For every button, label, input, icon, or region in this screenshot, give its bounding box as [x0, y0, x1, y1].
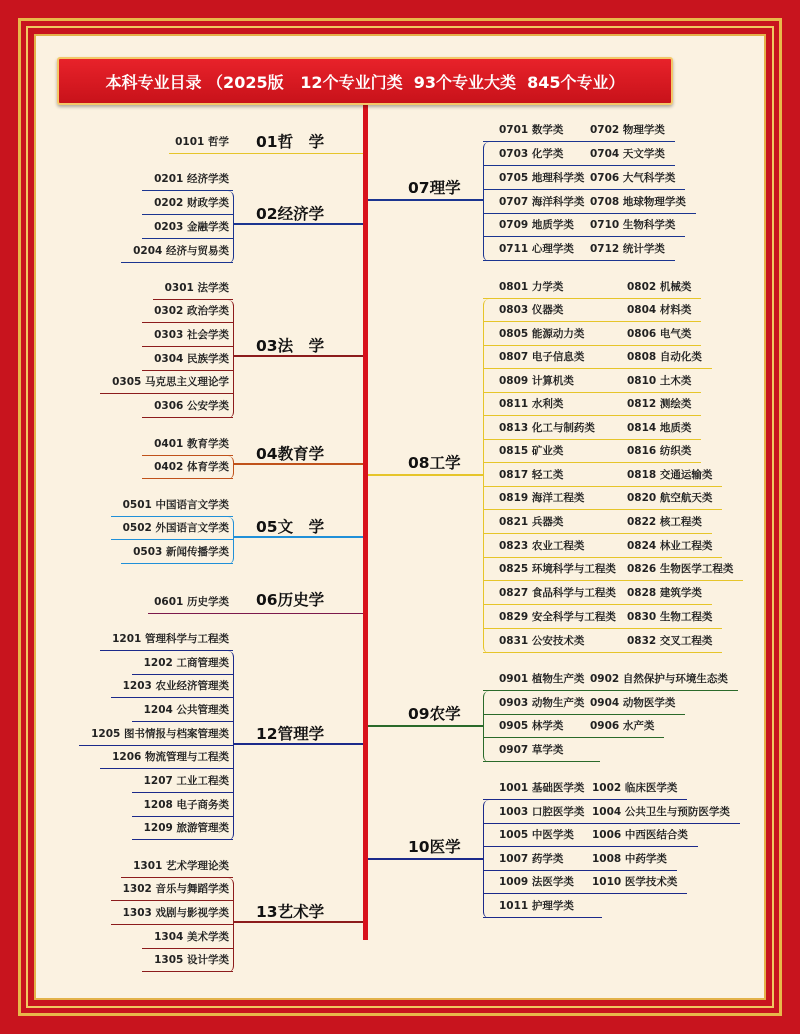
- major-class-item: 1002 临床医学类: [592, 782, 678, 794]
- major-class-item: 0203 金融学类: [142, 219, 233, 239]
- major-class-item: 0501 中国语言文学类: [111, 497, 233, 517]
- major-class-item: 0705 地理科学类: [499, 172, 585, 184]
- bracket: [483, 800, 492, 918]
- major-class-item: 1203 农业经济管理类: [111, 678, 233, 698]
- major-class-row: [483, 561, 743, 581]
- connector-line: [233, 743, 363, 745]
- major-class-item: 0823 农业工程类: [499, 540, 585, 552]
- major-class-item: 0827 食品科学与工程类: [499, 587, 616, 599]
- major-class-item: 0804 材料类: [627, 304, 692, 316]
- major-class-item: 0901 植物生产类: [499, 673, 585, 685]
- major-class-item: 1008 中药学类: [592, 853, 667, 865]
- major-class-item: 0820 航空航天类: [627, 492, 713, 504]
- major-class-item: 1209 旅游管理类: [132, 820, 233, 840]
- category-label: 04教育学: [256, 445, 325, 463]
- connector-line: [368, 858, 483, 860]
- major-class-item: 1011 护理学类: [499, 900, 574, 912]
- major-class-item: 0502 外国语言文学类: [111, 520, 233, 540]
- major-class-item: 0825 环境科学与工程类: [499, 563, 616, 575]
- major-class-item: 0907 草学类: [499, 744, 564, 756]
- major-class-item: 0707 海洋科学类: [499, 196, 585, 208]
- major-class-row: [483, 898, 602, 918]
- major-class-item: 0101 哲学: [169, 134, 363, 154]
- major-class-row: [483, 302, 701, 322]
- major-class-item: 0702 物理学类: [590, 124, 665, 136]
- major-class-row: [483, 217, 685, 237]
- major-class-item: 0709 地质学类: [499, 219, 574, 231]
- major-class-item: 1009 法医学类: [499, 876, 574, 888]
- connector-line: [233, 463, 363, 465]
- major-class-item: 0814 地质类: [627, 422, 692, 434]
- bracket: [225, 456, 234, 479]
- major-class-item: 0306 公安学类: [142, 398, 233, 418]
- major-class-item: 0503 新闻传播学类: [121, 544, 233, 564]
- major-class-item: 0903 动物生产类: [499, 697, 585, 709]
- major-class-item: 0711 心理学类: [499, 243, 574, 255]
- major-class-item: 1301 艺术学理论类: [121, 858, 233, 878]
- major-class-item: 0810 土木类: [627, 375, 692, 387]
- major-class-item: 0809 计算机类: [499, 375, 574, 387]
- major-class-row: [483, 804, 740, 824]
- connector-line: [233, 223, 363, 225]
- major-class-row: [483, 420, 701, 440]
- category-label: 08工学: [408, 454, 461, 472]
- category-label: 06历史学: [256, 591, 325, 609]
- major-class-item: 0302 政治学类: [142, 303, 233, 323]
- major-class-row: [483, 609, 722, 629]
- connector-line: [233, 536, 363, 538]
- major-class-item: 0803 仪器类: [499, 304, 564, 316]
- major-class-item: 0712 统计学类: [590, 243, 665, 255]
- major-class-item: 0601 历史学类: [148, 594, 363, 614]
- major-class-item: 0806 电气类: [627, 328, 692, 340]
- connector-line: [233, 355, 363, 357]
- main-spine: [363, 100, 368, 940]
- major-class-item: 1202 工商管理类: [132, 655, 233, 675]
- major-class-item: 0902 自然保护与环境生态类: [590, 673, 728, 685]
- major-class-row: [483, 742, 600, 762]
- major-class-row: [483, 373, 701, 393]
- major-class-row: [483, 514, 712, 534]
- major-class-row: [483, 326, 701, 346]
- major-class-row: [483, 671, 738, 691]
- major-class-item: 1001 基础医学类: [499, 782, 585, 794]
- major-class-item: 0706 大气科学类: [590, 172, 676, 184]
- major-class-item: 0832 交叉工程类: [627, 635, 713, 647]
- category-label: 01哲 学: [256, 133, 325, 151]
- major-class-item: 0805 能源动力类: [499, 328, 585, 340]
- major-class-item: 0703 化学类: [499, 148, 564, 160]
- category-label: 03法 学: [256, 337, 325, 355]
- major-class-row: [483, 170, 685, 190]
- major-class-item: 1302 音乐与舞蹈学类: [111, 881, 233, 901]
- category-label: 12管理学: [256, 725, 325, 743]
- major-class-item: 0811 水利类: [499, 398, 564, 410]
- major-class-item: 1305 设计学类: [142, 952, 233, 972]
- major-class-item: 1004 公共卫生与预防医学类: [592, 806, 730, 818]
- major-class-row: [483, 780, 687, 800]
- major-class-row: [483, 490, 722, 510]
- category-label: 05文 学: [256, 518, 325, 536]
- category-label: 07理学: [408, 179, 461, 197]
- major-class-item: 1005 中医学类: [499, 829, 574, 841]
- major-class-row: [483, 241, 675, 261]
- bracket: [225, 651, 234, 840]
- major-class-item: 0701 数学类: [499, 124, 564, 136]
- major-class-item: 1207 工业工程类: [132, 773, 233, 793]
- major-class-item: 0305 马克思主义理论学: [100, 374, 233, 394]
- major-class-item: 1303 戏剧与影视学类: [111, 905, 233, 925]
- bracket: [225, 300, 234, 418]
- bracket: [483, 691, 492, 762]
- major-class-item: 0301 法学类: [153, 280, 233, 300]
- major-class-row: [483, 279, 701, 299]
- major-class-item: 0204 经济与贸易类: [121, 243, 233, 263]
- major-class-item: 1304 美术学类: [142, 929, 233, 949]
- major-class-item: 1205 图书情报与档案管理类: [79, 726, 233, 746]
- bracket: [225, 191, 234, 263]
- major-class-item: 1201 管理科学与工程类: [100, 631, 233, 651]
- major-class-item: 0402 体育学类: [142, 459, 233, 479]
- major-class-row: [483, 467, 722, 487]
- major-class-item: 1208 电子商务类: [132, 797, 233, 817]
- major-class-item: 1007 药学类: [499, 853, 564, 865]
- major-class-item: 0812 测绘类: [627, 398, 692, 410]
- page-title: 本科专业目录 （2025版 12个专业门类 93个专业大类 845个专业）: [57, 57, 673, 105]
- major-class-item: 0401 教育学类: [142, 436, 233, 456]
- major-class-item: 0304 民族学类: [142, 351, 233, 371]
- major-class-item: 0201 经济学类: [142, 171, 233, 191]
- major-class-item: 0808 自动化类: [627, 351, 702, 363]
- major-class-item: 0303 社会学类: [142, 327, 233, 347]
- connector-line: [368, 474, 483, 476]
- major-class-item: 0807 电子信息类: [499, 351, 585, 363]
- major-class-row: [483, 349, 712, 369]
- major-class-item: 1206 物流管理与工程类: [100, 749, 233, 769]
- major-class-item: 0802 机械类: [627, 281, 692, 293]
- major-class-item: 0816 纺织类: [627, 445, 692, 457]
- major-class-row: [483, 538, 722, 558]
- major-class-item: 0801 力学类: [499, 281, 564, 293]
- major-class-item: 1010 医学技术类: [592, 876, 678, 888]
- major-class-row: [483, 633, 722, 653]
- connector-line: [368, 199, 483, 201]
- major-class-row: [483, 443, 701, 463]
- major-class-item: 0815 矿业类: [499, 445, 564, 457]
- major-class-item: 0821 兵器类: [499, 516, 564, 528]
- major-class-row: [483, 122, 675, 142]
- major-class-item: 0710 生物科学类: [590, 219, 676, 231]
- major-class-row: [483, 146, 675, 166]
- major-class-item: 0904 动物医学类: [590, 697, 676, 709]
- category-label: 09农学: [408, 705, 461, 723]
- connector-line: [368, 725, 483, 727]
- major-class-row: [483, 194, 696, 214]
- major-class-item: 0704 天文学类: [590, 148, 665, 160]
- category-label: 02经济学: [256, 205, 325, 223]
- major-class-item: 0813 化工与制药类: [499, 422, 595, 434]
- major-class-row: [483, 827, 698, 847]
- major-class-item: 1204 公共管理类: [132, 702, 233, 722]
- major-class-item: 0819 海洋工程类: [499, 492, 585, 504]
- major-class-item: 0818 交通运输类: [627, 469, 713, 481]
- major-class-row: [483, 874, 687, 894]
- major-class-item: 0822 核工程类: [627, 516, 702, 528]
- category-label: 13艺术学: [256, 903, 325, 921]
- major-class-item: 0831 公安技术类: [499, 635, 585, 647]
- major-class-row: [483, 396, 701, 416]
- major-class-row: [483, 585, 712, 605]
- category-label: 10医学: [408, 838, 461, 856]
- bracket: [225, 878, 234, 972]
- major-class-item: 0824 林业工程类: [627, 540, 713, 552]
- major-class-item: 0826 生物医学工程类: [627, 563, 734, 575]
- major-class-row: [483, 695, 685, 715]
- bracket: [483, 299, 492, 653]
- major-class-item: 0906 水产类: [590, 720, 655, 732]
- major-class-item: 1006 中西医结合类: [592, 829, 688, 841]
- major-class-item: 0828 建筑学类: [627, 587, 702, 599]
- connector-line: [233, 921, 363, 923]
- major-class-item: 0817 轻工类: [499, 469, 564, 481]
- major-class-row: [483, 718, 664, 738]
- major-class-item: 0830 生物工程类: [627, 611, 713, 623]
- bracket: [225, 517, 234, 564]
- major-class-item: 0905 林学类: [499, 720, 564, 732]
- major-class-item: 0708 地球物理学类: [590, 196, 686, 208]
- major-class-row: [483, 851, 677, 871]
- major-class-item: 1003 口腔医学类: [499, 806, 585, 818]
- major-class-item: 0202 财政学类: [142, 195, 233, 215]
- bracket: [483, 142, 492, 261]
- major-class-item: 0829 安全科学与工程类: [499, 611, 616, 623]
